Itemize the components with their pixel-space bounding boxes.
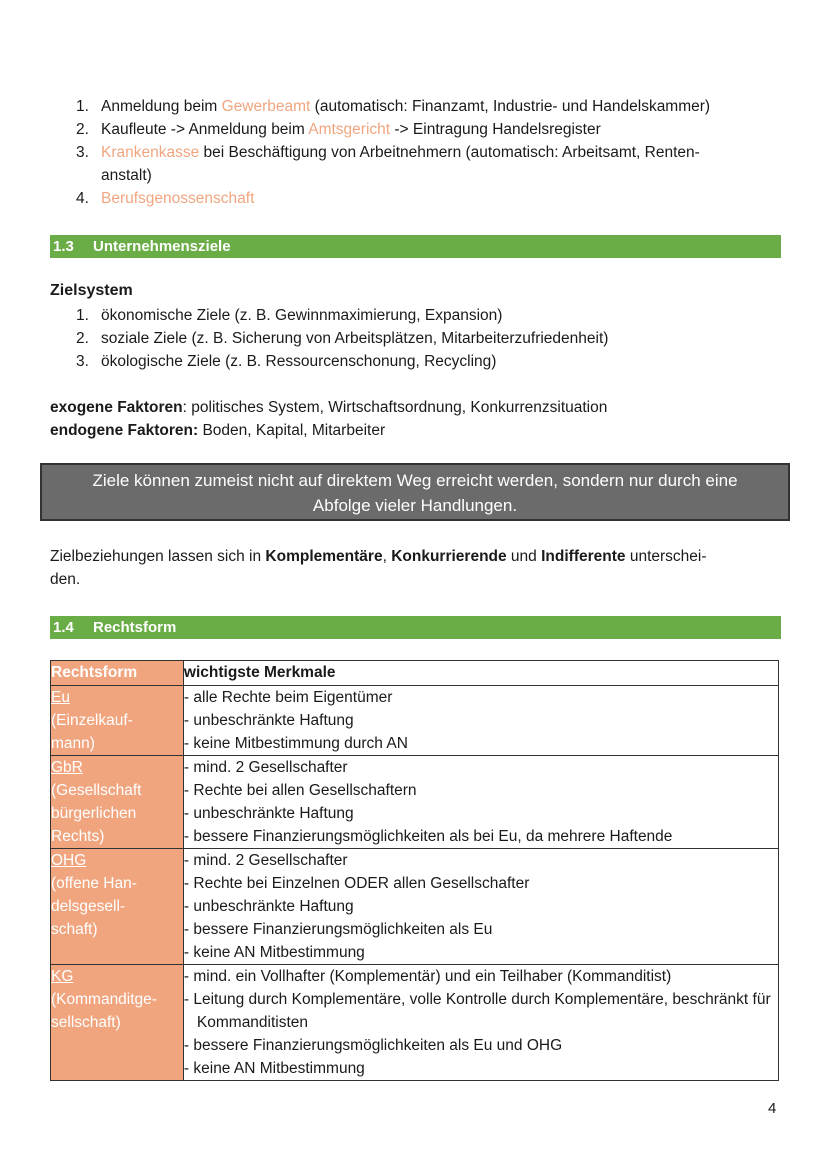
section-heading-1-3: 1.3 Unternehmensziele <box>50 235 781 258</box>
rechtsform-cell: OHG (offene Han- delsgesell- schaft) <box>51 849 184 965</box>
highlight-term: Krankenkasse <box>101 144 200 161</box>
table-row <box>51 756 779 849</box>
table-row <box>51 686 779 756</box>
list-item: 3. Krankenkasse bei Beschäftigung von Arbeitnehmern (automatisch: Arbeitsamt, Renten- anstalt) <box>76 144 700 184</box>
list-item: 1. Anmeldung beim Gewerbeamt (automatisch: Finanzamt, Industrie- und Handelskammer) <box>76 98 711 115</box>
rechtsform-abbr: OHG <box>51 852 87 869</box>
zielbeziehungen-paragraph: Zielbeziehungen lassen sich in Komplementäre, Konkurrierende und Indifferente unterschei- den. <box>50 548 707 588</box>
rechtsform-cell: KG (Kommanditge- sellschaft) <box>51 965 184 1081</box>
zielsystem-list <box>0 304 800 373</box>
endogenous-factors: endogene Faktoren: Boden, Kapital, Mitarbeiter <box>50 422 386 439</box>
rechtsform-cell: GbR (Gesellschaft bürgerlichen Rechts) <box>51 756 184 849</box>
rechtsform-abbr: Eu <box>51 689 70 706</box>
list-item: 1. ökonomische Ziele (z. B. Gewinnmaximierung, Expansion) <box>76 307 503 324</box>
list-item: 4. Berufsgenossenschaft <box>76 190 255 207</box>
features-cell: - mind. ein Vollhafter (Komplementär) und ein Teilhaber (Kommanditist) - Leitung durch Komplementäre, volle Kontrolle durch Komplementäre, beschränkt für Kommanditisten - bessere Finanzierungsmöglichkeiten als Eu und OHG - keine AN Mitbestimmung <box>183 965 778 1081</box>
rechtsform-cell: Eu (Einzelkauf- mann) <box>51 686 184 756</box>
column-header-merkmale: wichtigste Merkmale <box>183 661 778 686</box>
list-item: 3. ökologische Ziele (z. B. Ressourcenschonung, Recycling) <box>76 353 497 370</box>
exogenous-factors: exogene Faktoren: politisches System, Wirtschaftsordnung, Konkurrenzsituation <box>50 399 608 416</box>
factors-paragraph <box>50 396 607 442</box>
rechtsform-abbr: KG <box>51 968 74 985</box>
features-cell: - alle Rechte beim Eigentümer - unbeschränkte Haftung - keine Mitbestimmung durch AN <box>183 686 778 756</box>
zielsystem-heading: Zielsystem <box>50 282 133 299</box>
callout-box: Ziele können zumeist nicht auf direktem Weg erreicht werden, sondern nur durch eine Abfolge vieler Handlungen. <box>40 463 790 521</box>
table-header-row <box>51 661 779 686</box>
section-heading-1-4: 1.4 Rechtsform <box>50 616 781 639</box>
highlight-term: Amtsgericht <box>308 121 391 138</box>
table-row <box>51 965 779 1081</box>
highlight-term: Berufsgenossenschaft <box>101 190 255 207</box>
features-cell: - mind. 2 Gesellschafter - Rechte bei Einzelnen ODER allen Gesellschafter - unbeschränkte Haftung - bessere Finanzierungsmöglichkeiten als Eu - keine AN Mitbestimmung <box>183 849 778 965</box>
features-cell: - mind. 2 Gesellschafter - Rechte bei allen Gesellschaftern - unbeschränkte Haftung - bessere Finanzierungsmöglichkeiten als bei Eu, da mehrere Haftende <box>183 756 778 849</box>
page-number: 4 <box>768 1100 777 1117</box>
column-header-rechtsform: Rechtsform <box>51 661 184 686</box>
rechtsform-table <box>50 660 779 1081</box>
highlight-term: Gewerbeamt <box>221 98 311 115</box>
rechtsform-abbr: GbR <box>51 759 83 776</box>
list-item: 2. soziale Ziele (z. B. Sicherung von Arbeitsplätzen, Mitarbeiterzufriedenheit) <box>76 330 609 347</box>
registration-list <box>0 95 800 210</box>
table-row <box>51 849 779 965</box>
list-item: 2. Kaufleute -> Anmeldung beim Amtsgericht -> Eintragung Handelsregister <box>76 121 601 138</box>
